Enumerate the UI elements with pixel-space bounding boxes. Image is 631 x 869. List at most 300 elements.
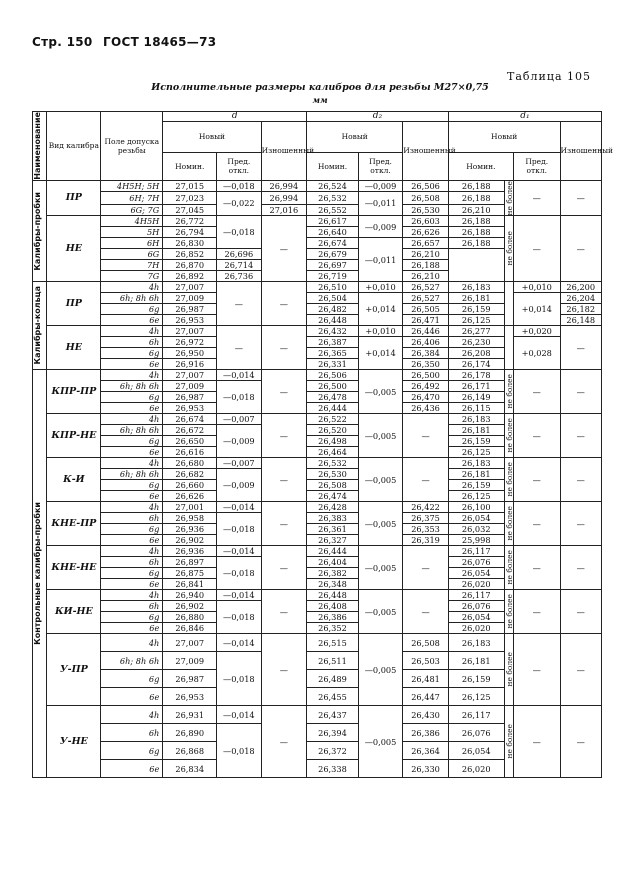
d-nominal: 26,931 <box>163 706 217 724</box>
col-d: d <box>163 112 307 122</box>
d2-nominal: 26,428 <box>307 502 359 513</box>
table-row <box>33 326 602 337</box>
d1-limit-note: не более <box>504 652 514 687</box>
gauge-type: КНЕ-ПР <box>47 502 101 546</box>
d1-limit-note: не более <box>504 550 514 585</box>
d2-deviation: —0,005 <box>358 634 402 706</box>
d1-nominal: 26,159 <box>448 670 504 688</box>
d2-nominal: 26,365 <box>307 348 359 359</box>
d2-nominal: 26,482 <box>307 304 359 315</box>
table-row <box>33 502 602 513</box>
tolerance-field: 6h <box>101 513 163 524</box>
d2-worn: 26,679 <box>307 249 359 260</box>
d1-worn: — <box>560 216 601 282</box>
tolerance-field: 6h; 8h 6h <box>101 293 163 304</box>
d2-nominal: 26,444 <box>307 546 359 557</box>
d2-worn: 26,446 <box>403 326 449 337</box>
table-row <box>33 216 602 227</box>
d-deviation: —0,022 <box>217 191 261 216</box>
d2-nominal: 26,372 <box>307 742 359 760</box>
d1-nominal: 26,020 <box>448 760 504 778</box>
d1-worn: 26,148 <box>560 315 601 326</box>
d2-worn: 26,353 <box>403 524 449 535</box>
d1-worn: — <box>560 502 601 546</box>
d-nominal: 26,987 <box>163 392 217 403</box>
d2-nominal: 26,394 <box>307 724 359 742</box>
d2-nominal: 26,348 <box>307 579 359 590</box>
d1-nominal: 26,054 <box>448 612 504 623</box>
d2-worn: 26,603 <box>403 216 449 227</box>
d-nominal: 26,660 <box>163 480 217 491</box>
d2-izn: Изношенный <box>403 122 449 181</box>
gauge-type: НЕ <box>47 326 101 370</box>
d-deviation: —0,009 <box>217 425 261 458</box>
d2-nominal: 26,696 <box>217 249 261 260</box>
tolerance-field: 7Н <box>101 260 163 271</box>
group-label-cell <box>33 180 47 282</box>
d1-worn: 26,200 <box>560 282 601 293</box>
d1-nominal: 26,210 <box>448 205 504 216</box>
d2-nominal: 26,530 <box>307 469 359 480</box>
d2-nominal: 26,520 <box>307 425 359 436</box>
d1-limit-note-cell <box>504 634 513 706</box>
d1-nominal: 26,076 <box>448 724 504 742</box>
tolerance-field: 6G <box>101 249 163 260</box>
d2-nominal: 26,504 <box>307 293 359 304</box>
d-worn: — <box>261 216 307 282</box>
d-nominal: 26,892 <box>163 271 217 282</box>
tolerance-field: 6e <box>101 491 163 502</box>
d2-nominal: 26,352 <box>307 623 359 634</box>
tolerance-field: 6e <box>101 579 163 590</box>
tolerance-field: 6g <box>101 436 163 447</box>
d1-nominal: 26,115 <box>448 403 504 414</box>
d1-note-empty <box>504 326 513 370</box>
d-nominal: 26,936 <box>163 524 217 535</box>
tolerance-field: 6h; 8h 6h <box>101 425 163 436</box>
d-deviation: —0,014 <box>217 546 261 557</box>
d-nominal: 27,045 <box>163 205 217 216</box>
d1-deviation: — <box>513 502 560 546</box>
d-nominal: 26,772 <box>163 216 217 227</box>
d2-worn: 26,505 <box>403 304 449 315</box>
d-nominal: 26,868 <box>163 742 217 760</box>
tolerance-field: 6g <box>101 304 163 315</box>
d2-nominal: 26,327 <box>307 535 359 546</box>
d2-worn: 26,319 <box>403 535 449 546</box>
tolerance-field: 6g <box>101 670 163 688</box>
d1-new: Новый <box>448 122 560 153</box>
tolerance-field: 6g <box>101 612 163 623</box>
d1-limit-note: не более <box>504 506 514 541</box>
d1-nominal: 26,183 <box>448 634 504 652</box>
d-worn: — <box>261 282 307 326</box>
col-vid: Вид калибра <box>47 112 101 181</box>
d1-worn: — <box>560 414 601 458</box>
d-nominal: 26,682 <box>163 469 217 480</box>
d2-nominal: 26,500 <box>307 381 359 392</box>
tolerance-field: 4h <box>101 370 163 381</box>
d1-worn: 26,182 <box>560 304 601 315</box>
d1-worn: — <box>560 590 601 634</box>
d-nominal: 26,916 <box>163 359 217 370</box>
d2-nominal: 26,331 <box>307 359 359 370</box>
d-nominal: 27,007 <box>163 282 217 293</box>
d-deviation: —0,009 <box>217 469 261 502</box>
tolerance-field: 5Н <box>101 227 163 238</box>
d1-deviation: +0,010 <box>513 282 560 293</box>
d1-deviation: — <box>513 634 560 706</box>
d2-nominal: 26,361 <box>307 524 359 535</box>
d1-nominal: 26,054 <box>448 513 504 524</box>
tolerance-field: 6e <box>101 447 163 458</box>
d1-worn: — <box>560 370 601 414</box>
tolerance-field: 6g <box>101 568 163 579</box>
d2-nominal: 26,387 <box>307 337 359 348</box>
d1-limit-note-cell <box>504 502 513 546</box>
table-row <box>33 282 602 293</box>
col-d1: d₁ <box>448 112 601 122</box>
d2-worn: 26,350 <box>403 359 449 370</box>
d2-worn: 26,364 <box>403 742 449 760</box>
d-nominal: 26,902 <box>163 601 217 612</box>
d1-nominal: 26,188 <box>448 227 504 238</box>
tolerance-field: 4h <box>101 546 163 557</box>
d2-deviation: +0,014 <box>358 293 402 326</box>
d1-nominal: 26,188 <box>448 238 504 249</box>
d2-nominal: 26,489 <box>307 670 359 688</box>
tolerance-field: 6g <box>101 480 163 491</box>
gauge-type: К-И <box>47 458 101 502</box>
tolerance-field: 4Н5Н; 5Н <box>101 180 163 191</box>
d2-nominal: 26,437 <box>307 706 359 724</box>
d-izn: Изношенный <box>261 122 307 181</box>
d1-nominal: 26,188 <box>448 216 504 227</box>
d2-nominal: 26,448 <box>307 590 359 601</box>
d2-nominal: 26,552 <box>307 205 359 216</box>
d-worn: — <box>261 370 307 414</box>
d1-limit-note: не более <box>504 180 514 216</box>
d1-deviation: — <box>513 706 560 778</box>
d2-worn: 26,447 <box>403 688 449 706</box>
d1-deviation: — <box>513 414 560 458</box>
d2-worn: 26,500 <box>403 370 449 381</box>
d2-worn: — <box>403 414 449 458</box>
d-deviation: —0,014 <box>217 370 261 381</box>
d-nominal: 26,950 <box>163 348 217 359</box>
d-nominal: 26,852 <box>163 249 217 260</box>
table-row <box>33 293 602 304</box>
d2-new: Новый <box>307 122 403 153</box>
d2-deviation: +0,010 <box>358 282 402 293</box>
d2-worn: 26,436 <box>403 403 449 414</box>
d2-deviation: —0,011 <box>358 191 402 216</box>
d-new: Новый <box>163 122 261 153</box>
d2-nominal: 26,448 <box>307 315 359 326</box>
d1-nominal: 26,181 <box>448 652 504 670</box>
d2-nominal: 26,532 <box>307 191 359 205</box>
d-deviation: —0,018 <box>217 652 261 706</box>
d-nominal: 26,953 <box>163 688 217 706</box>
d1-nominal: 26,117 <box>448 590 504 601</box>
d2-nominal: 26,338 <box>307 760 359 778</box>
table-title <box>150 82 490 106</box>
d2-nominal: 26,736 <box>217 271 261 282</box>
d1-nominal: 26,020 <box>448 579 504 590</box>
d1-limit-note: не более <box>504 724 514 759</box>
d2-nominal: 26,498 <box>307 436 359 447</box>
tolerance-field: 6G; 7G <box>101 205 163 216</box>
table-row <box>33 590 602 601</box>
table-number: Таблица 105 <box>507 70 591 83</box>
d-worn: 26,994 <box>261 180 307 191</box>
gauge-type: КНЕ-НЕ <box>47 546 101 590</box>
d2-worn: 26,506 <box>403 180 449 191</box>
d2-worn: — <box>403 546 449 590</box>
tolerance-field: 6h <box>101 601 163 612</box>
group-label: Калибры-пробки <box>33 191 42 271</box>
d-nominal: 27,023 <box>163 191 217 205</box>
d2-worn: 26,386 <box>403 724 449 742</box>
d1-worn: — <box>560 326 601 370</box>
tolerance-field: 6e <box>101 688 163 706</box>
d-worn: — <box>261 502 307 546</box>
d-deviation: —0,014 <box>217 706 261 724</box>
d2-nominal: 26,383 <box>307 513 359 524</box>
table-title-text: Исполнительные размеры калибров для резьбы М27×0,75 <box>151 82 489 93</box>
d-deviation: —0,018 <box>217 601 261 634</box>
d1-limit-note-cell <box>504 370 513 414</box>
d-deviation: —0,018 <box>217 513 261 546</box>
d1-limit-note: не более <box>504 594 514 629</box>
d-nominal: 27,009 <box>163 381 217 392</box>
d2-deviation: —0,009 <box>358 216 402 238</box>
d1-nominal: 26,125 <box>448 491 504 502</box>
d1-nominal: 26,054 <box>448 568 504 579</box>
tolerance-field: 6g <box>101 392 163 403</box>
d-nominal: 26,897 <box>163 557 217 568</box>
d1-nominal: 26,181 <box>448 469 504 480</box>
d-nominal: 27,009 <box>163 293 217 304</box>
group-label: Калибры-кольца <box>33 286 42 365</box>
tolerance-field: 6h <box>101 724 163 742</box>
d1-nominal: 26,171 <box>448 381 504 392</box>
group-label: Контрольные калибры-пробки <box>33 502 42 646</box>
table-row <box>33 634 602 652</box>
tolerance-field: 6h; 8h 6h <box>101 381 163 392</box>
tolerance-field: 4h <box>101 590 163 601</box>
d-nominal: 26,650 <box>163 436 217 447</box>
d1-nominal: 26,159 <box>448 480 504 491</box>
d1-deviation: — <box>513 546 560 590</box>
d1-nominal: 26,230 <box>448 337 504 348</box>
d-deviation: —0,014 <box>217 634 261 652</box>
d-nominal: 26,987 <box>163 670 217 688</box>
d2-nominal: 26,404 <box>307 557 359 568</box>
gauge-type: НЕ <box>47 216 101 282</box>
d1-worn: — <box>560 458 601 502</box>
d-worn: 26,994 <box>261 191 307 205</box>
group-label-cell <box>33 282 47 370</box>
d-nominal: 27,001 <box>163 502 217 513</box>
tolerance-field: 6h; 8h 6h <box>101 469 163 480</box>
tolerance-field: 6e <box>101 403 163 414</box>
page-header <box>32 35 216 49</box>
d2-nominal: 26,515 <box>307 634 359 652</box>
d1-nominal: 26,032 <box>448 524 504 535</box>
col-d2: d₂ <box>307 112 449 122</box>
gauge-type: ПР <box>47 282 101 326</box>
table-row <box>33 546 602 557</box>
table-body <box>33 180 602 778</box>
d-nominal: 26,834 <box>163 760 217 778</box>
d-nominal: 26,890 <box>163 724 217 742</box>
d1-izn: Изношенный <box>560 122 601 181</box>
d2-worn: 26,330 <box>403 760 449 778</box>
d2-nominal: 26,640 <box>307 227 359 238</box>
d2-nominal: 26,432 <box>307 326 359 337</box>
d-worn: — <box>261 546 307 590</box>
d2-nominal: 26,508 <box>307 480 359 491</box>
d2-deviation: —0,005 <box>358 502 402 546</box>
col-naimenovanie-label: Наименование <box>33 112 42 180</box>
d1-worn: — <box>560 546 601 590</box>
table-row <box>33 370 602 381</box>
d1-nominal: 26,159 <box>448 436 504 447</box>
d2-worn: 26,527 <box>403 293 449 304</box>
d-deviation: — <box>217 282 261 326</box>
tolerance-field: 6g <box>101 742 163 760</box>
d2-worn: 26,430 <box>403 706 449 724</box>
d2-nominal: 26,617 <box>307 216 359 227</box>
standard-code: ГОСТ 18465—73 <box>103 35 217 49</box>
d1-limit-note-cell <box>504 458 513 502</box>
d-nominal: 26,846 <box>163 623 217 634</box>
d1-deviation: — <box>513 590 560 634</box>
tolerance-field: 6Н; 7Н <box>101 191 163 205</box>
d-nominal: 26,875 <box>163 568 217 579</box>
d-worn: 27,016 <box>261 205 307 216</box>
page-number: Стр. 150 <box>32 35 93 49</box>
d2-nominal: 26,522 <box>307 414 359 425</box>
d2-worn: 26,530 <box>403 205 449 216</box>
d1-worn: — <box>560 634 601 706</box>
d-nominal: 27,007 <box>163 326 217 337</box>
d1-note-empty <box>504 282 513 326</box>
d2-worn: 26,719 <box>307 271 359 282</box>
d2-deviation: —0,005 <box>358 590 402 634</box>
d1-nominal: 26,100 <box>448 502 504 513</box>
d1-deviation: — <box>513 180 560 216</box>
d-nominal: 26,880 <box>163 612 217 623</box>
col-naimenovanie <box>33 112 47 181</box>
d1-pred: Пред. откл. <box>513 152 560 180</box>
d2-worn: 26,481 <box>403 670 449 688</box>
d1-nominal: 26,178 <box>448 370 504 381</box>
tolerance-field: 4h <box>101 634 163 652</box>
d1-nominal: 26,149 <box>448 392 504 403</box>
d-deviation: —0,014 <box>217 590 261 601</box>
d2-nominal: 26,464 <box>307 447 359 458</box>
d2-nominal: 26,444 <box>307 403 359 414</box>
d1-nominal: 26,076 <box>448 601 504 612</box>
d2-deviation: —0,009 <box>358 180 402 191</box>
d1-nominal: 26,208 <box>448 348 504 359</box>
table-row <box>33 458 602 469</box>
d1-limit-note-cell <box>504 590 513 634</box>
d1-nominal: 26,277 <box>448 326 504 337</box>
d2-nominal: 26,478 <box>307 392 359 403</box>
tolerance-field: 6e <box>101 760 163 778</box>
d-nominal: 26,626 <box>163 491 217 502</box>
d-pred: Пред. откл. <box>217 152 261 180</box>
d1-nominal: 25,998 <box>448 535 504 546</box>
tolerance-field: 4h <box>101 706 163 724</box>
d-nominal: 26,616 <box>163 447 217 458</box>
d-nominal: 27,007 <box>163 634 217 652</box>
d-nominal: 26,953 <box>163 315 217 326</box>
d-deviation: — <box>217 326 261 370</box>
d2-deviation: —0,005 <box>358 546 402 590</box>
col-pole: Поле допуска резьбы <box>101 112 163 181</box>
tolerance-field: 6h <box>101 337 163 348</box>
d-nominal: 26,870 <box>163 260 217 271</box>
gauge-type: КПР-НЕ <box>47 414 101 458</box>
tolerance-field: 6e <box>101 535 163 546</box>
d2-nominal: 26,511 <box>307 652 359 670</box>
d2-deviation: +0,010 <box>358 326 402 337</box>
d2-worn: 26,384 <box>403 348 449 359</box>
d2-worn: 26,492 <box>403 381 449 392</box>
d2-deviation: +0,014 <box>358 337 402 370</box>
d-nominal: 26,794 <box>163 227 217 238</box>
d2-deviation: —0,005 <box>358 370 402 414</box>
tolerance-field: 4h <box>101 326 163 337</box>
d1-deviation: — <box>513 370 560 414</box>
tolerance-field: 6e <box>101 315 163 326</box>
d-nominal: 26,902 <box>163 535 217 546</box>
d2-nominal: 26,674 <box>307 238 359 249</box>
group-label-cell <box>33 370 47 778</box>
d-nominal: 27,007 <box>163 370 217 381</box>
d2-worn: 26,406 <box>403 337 449 348</box>
d-worn: — <box>261 706 307 778</box>
d-nominal: 26,830 <box>163 238 217 249</box>
d2-nominal: 26,455 <box>307 688 359 706</box>
d1-nominal: 26,183 <box>448 458 504 469</box>
tolerance-field: 4h <box>101 502 163 513</box>
table-unit: мм <box>312 95 328 105</box>
d2-worn: 26,527 <box>403 282 449 293</box>
d1-limit-note-cell <box>504 216 513 282</box>
gauge-type: У-ПР <box>47 634 101 706</box>
d2-nominal: 26,524 <box>307 180 359 191</box>
d1-limit-note-cell <box>504 546 513 590</box>
d2-worn: 26,508 <box>403 191 449 205</box>
d1-limit-note: не более <box>504 374 514 409</box>
d1-worn: — <box>560 706 601 778</box>
d-nominal: 26,672 <box>163 425 217 436</box>
d2-nominal: 26,714 <box>217 260 261 271</box>
d-nominal: 26,841 <box>163 579 217 590</box>
tolerance-field: 6h <box>101 557 163 568</box>
d2-deviation: —0,005 <box>358 458 402 502</box>
d2-worn: — <box>403 458 449 502</box>
table-row <box>33 414 602 425</box>
d1-nominal: 26,125 <box>448 447 504 458</box>
d-nom: Номин. <box>163 152 217 180</box>
d-nominal: 26,987 <box>163 304 217 315</box>
